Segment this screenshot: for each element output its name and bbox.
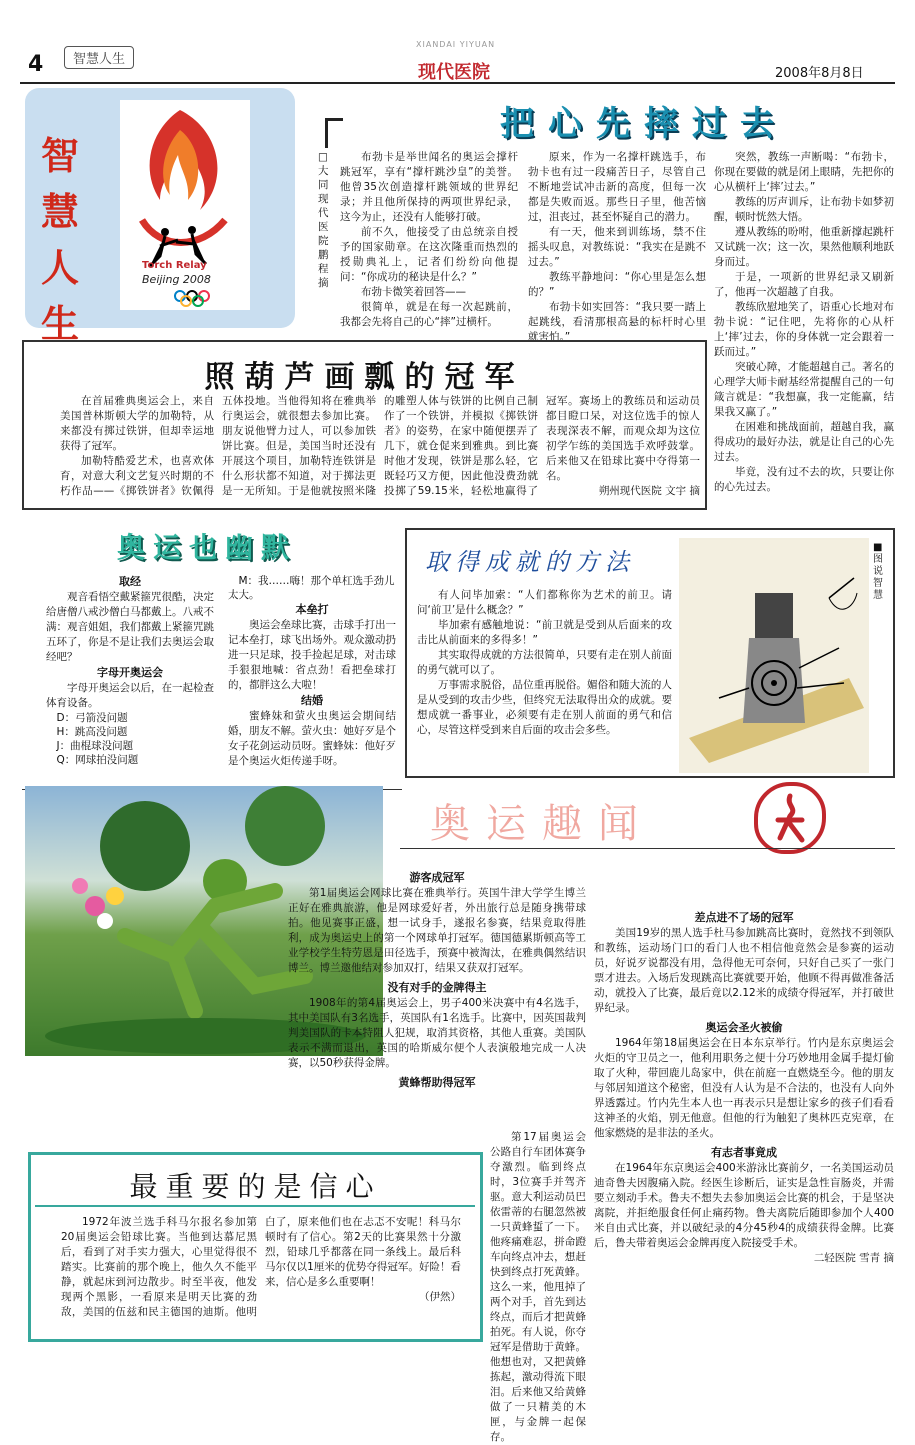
- heart-paragraph: 于是，一项新的世界纪录又刷新了，他再一次超越了自我。: [714, 271, 894, 298]
- page-number: 4: [28, 52, 44, 77]
- heart-col-2: [528, 150, 706, 343]
- confidence-rule: [35, 1205, 475, 1207]
- heart-paragraph: 教练的厉声训斥，让布勃卡如梦初醒，顿时恍然大悟。: [714, 196, 894, 223]
- confidence-body: [61, 1215, 461, 1337]
- method-illustration: [679, 538, 869, 773]
- fun-paragraph: 美国19岁的黑人选手杜马参加跳高比赛时，竟然找不到领队和教练，运动场门口的看门人也不相信他竟然会是参赛的运动员，好说歹说都没有用，急得他无可奈何，只好自己买了一张门票才进去。入场后发现跳高比赛就要开始，他顾不得再做准备活动，就投入了比赛，最后竟以2.12米的成绩夺得冠军，并打破世界纪录。: [594, 927, 894, 1014]
- olympic-rings-icon: [175, 291, 209, 306]
- method-paragraph: 有人问毕加索：“人们都称你为艺术的前卫。请问‘前卫’是什么概念？”: [417, 589, 672, 616]
- torch-relay-text: Torch Relay: [142, 260, 207, 271]
- gourd-box: [22, 340, 707, 510]
- heart-paragraph: 教练欣慰地笑了，语重心长地对布勃卡说：“记住吧，先将你的心从杆上‘摔’过去，你的身体就一定会跟着一跃而过。”: [714, 301, 894, 358]
- heart-paragraph: 毕竟，没有过不去的坎，只要让你的心先过去。: [714, 466, 894, 493]
- fun-col-2: [594, 862, 894, 1342]
- humor-title: 奥运也幽默: [117, 531, 298, 564]
- humor-body: [46, 574, 396, 784]
- humor-section: [22, 520, 402, 790]
- target-man-icon: [679, 538, 869, 773]
- sidebar-panel: [25, 88, 295, 346]
- method-paragraph: 万事需求脱俗，品位重再脱俗。媚俗和随大流的人是从受到的攻击少些，但终究无法取得出众的成就。要想成就一番事业，必须要有走在别人前面的勇气和信心，尽管这样受到来自后面的攻击会多些。: [417, 679, 672, 736]
- gourd-paragraph: 加勒特酷爱艺术，也喜欢体育，对意大利文艺复兴时期的不朽作品——《掷铁饼者》钦佩得五体投地。当他得知将在雅典举行奥运会，就很想去参加比赛。朋友说他臂力过人，可以参加铁饼比赛。但是，美国当时还没有开展这个项目，加勒特连铁饼是什么形状都不知道，对于掷法更是一无所知。于是他就按照米隆的雕塑人体与铁饼的比例自己制作了一个铁饼，并模拟《掷铁饼者》的姿势，在家中随便摆弄了几下，就仓促来到雅典。到比赛时他才发现，铁饼是那么轻，它既轻巧又方便，因此他没费劲就投掷了59.15米，轻松地赢得了冠军。赛场上的教练员和运动员都目瞪口呆，对这位选手的惊人表现深表不解，而观众却为这位初学乍练的美国选手欢呼鼓掌。后来他又在铅球比赛中夺得第一名。: [60, 395, 700, 497]
- method-title: 取得成就的方法: [425, 548, 635, 576]
- fun-paragraph: 第1届奥运会网球比赛在雅典举行。英国牛津大学学生博兰正好在雅典旅游，他是网球爱好者，外出旅行总是随身携带球拍。他见赛事正盛，想一试身手，遂报名参赛，结果竟取得胜利，成为奥运史上的第一个网球单打冠军。德国德累斯顿高等工业学校学生特劳恩是田径选手，预赛中被淘汰，在雅典偶然结识博兰。博兰邀他结对参加双打，结果又获双打冠军。: [288, 887, 586, 974]
- beijing-2008-text: Beijing 2008: [142, 273, 211, 286]
- beijing-emblem-icon: [754, 782, 826, 854]
- heart-paragraph: 前不久，他接受了由总统亲自授予的国家勋章。在这次隆重而热烈的授勋典礼上，记者们纷纷向他提问：“你成功的秘诀是什么？”: [340, 226, 518, 283]
- sidebar-title: 智慧人生: [40, 134, 79, 346]
- masthead: 现代医院: [418, 62, 490, 83]
- heart-paragraph: 遵从教练的吩咐，他重新撑起跳杆又试跳一次；这一次，果然他顺利地跃身而过。: [714, 226, 894, 268]
- fun-paragraph: 第17届奥运会公路自行车团体赛争夺激烈。临到终点时，3位赛手并驾齐驱。意大利运动员巴依雷蒂的右腿忽然被一只黄蜂蜇了一下。他疼痛难忍，拼命蹬车向终点冲去，想赶快到终点打死黄蜂。这么一来，他甩掉了两个对手，首先到达终点，而后才把黄蜂拍死。有人说，你夺冠军是借助于黄蜂。他想也对，又把黄蜂拣起，激动得流下眼泪。后来他又给黄蜂做了一只精美的木匣，与金牌一起保存。: [490, 1131, 586, 1443]
- fun-rule: [400, 848, 895, 849]
- fun-heading: 游客成冠军: [409, 871, 465, 884]
- fun-paragraph: 1908年的第4届奥运会上，男子400米决赛中有4名选手，其中美国队有3名选手，英国队有1名选手。比赛中，因英国裁判判美国队的卡本特阻人犯规，取消其资格，其他人重赛。美国队表示不满而退出，英国的哈斯威尔便个人表演般地完成一人决赛，以50秒获得金牌。: [288, 997, 586, 1069]
- joke-line: J：曲棍球没问题: [56, 740, 134, 752]
- method-box: [405, 528, 895, 778]
- heart-paragraph: 布勃卡微笑着回答——: [361, 286, 466, 298]
- issue-date: 2008年8月8日: [775, 66, 864, 81]
- heart-paragraph: 在困难和挑战面前，超越自我，赢得成功的最好办法，就是让自己的心先过去。: [714, 421, 894, 463]
- fun-heading: 有志者事竟成: [711, 1146, 777, 1159]
- heart-paragraph: 布勃卡如实回答：“我只要一踏上起跳线，看清那根高悬的标杆时心里就害怕。”: [528, 301, 706, 343]
- confidence-paragraph: 1972年波兰选手科马尔报名参加第20届奥运会铅球比赛。当他到达慕尼黑后，看到了对手实力强大，心里觉得很不踏实。比赛前的那个晚上，他久久不能平静，就起床到河边散步。时至半夜，他发现两个黑影，一看原来是明天比赛的劲敌，美国的伍兹和民主德国的迪斯。他明白了，原来他们也在忐忑不安呢！科马尔顿时有了信心。第2天的比赛果然十分激烈，铅球几乎都落在同一条线上。最后科马尔仅以1厘米的优势夺得冠军。好险！看来，信心是多么重要啊！: [61, 1216, 461, 1318]
- fun-col-1: [288, 870, 586, 1160]
- heart-corner: [325, 118, 343, 148]
- gourd-byline: 朔州现代医院 文宇 摘: [598, 485, 700, 497]
- gourd-body: [60, 394, 700, 502]
- heart-col-3: [714, 150, 894, 522]
- joke-text: 蜜蜂妹和萤火虫奥运会期间结婚，朋友不解。萤火虫：她好歹是个女子花剑运动员呀。蜜蜂妹：他好歹是个奥运火炬传递手呀。: [228, 710, 396, 767]
- confidence-box: [28, 1152, 483, 1342]
- masthead-pinyin: XIANDAI YIYUAN: [416, 40, 496, 49]
- joke-line: D：弓箭没问题: [56, 712, 128, 724]
- fun-paragraph: 在1964年东京奥运会400米游泳比赛前夕，一名美国运动员迪奇鲁夫因腹痛入院。经医生诊断后，证实是急性盲肠炎，并需要立刻动手术。鲁夫不想失去参加奥运会比赛的机会，于是坚决离院，并拒绝服食任何止痛药物。鲁夫离院后随即参加个人400米自由式比赛，并以破纪录的4分45秒4的成绩获得金牌。比赛后，鲁夫带着奥运会金牌再度入院接受手术。: [594, 1162, 894, 1249]
- heart-paragraph: 布勃卡是举世闻名的奥运会撑杆跳冠军，享有“撑杆跳沙皇”的美誉。他曾35次创造撑杆跳领域的世界纪录；并且他所保持的两项世界纪录，这今为止，还没有人能够打破。: [340, 151, 518, 223]
- joke-text: 观音看悟空戴紧箍咒很酷，决定给唐僧八戒沙僧白马都戴上。八戒不满：观音姐姐，我们都戴上紧箍咒跳五环了，你是不是让我们去奥运会取经吧？: [46, 591, 214, 663]
- fun-heading: 黄蜂帮助得冠军: [398, 1076, 476, 1089]
- heart-title: 把心先摔过去: [500, 104, 788, 144]
- fun-title: 奥运趣闻: [430, 801, 654, 847]
- joke-line: Q：网球拍没问题: [56, 754, 139, 766]
- heart-paragraph: 教练平静地问：“你心里是怎么想的？”: [528, 271, 706, 298]
- confidence-title: 最重要的是信心: [129, 1170, 382, 1203]
- joke-text: 奥运会垒球比赛，击球手打出一记本垒打，球飞出场外。观众激动扔进一只足球，投手捡起足球，对击球手狠狠地喊：省点劲！看把垒球打的，都胖这么大啦！: [228, 619, 396, 691]
- joke-heading: 字母开奥运会: [97, 666, 163, 679]
- joke-line: H：跳高没问题: [56, 726, 128, 738]
- fun-heading: 奥运会圣火被偷: [705, 1021, 783, 1034]
- gourd-title: 照葫芦画瓢的冠军: [204, 360, 525, 395]
- joke-text: 字母开奥运会以后，在一起检查体育设备。: [46, 682, 214, 709]
- method-paragraph: 毕加索有感触地说：“前卫就是受到从后面来的攻击比从前面来的多得多！”: [417, 619, 672, 646]
- heart-paragraph: 原来，作为一名撑杆跳选手，布勃卡也有过一段痛苦日子，尽管自己不断地尝试冲击新的高度，但每一次都是失败而返。那些日子里，他苦恼过，沮丧过，甚至怀疑自己的潜力。: [528, 151, 706, 223]
- confidence-byline: （伊然）: [419, 1291, 461, 1303]
- method-illus-label: ■图说智慧: [873, 542, 883, 601]
- fun-paragraph: 1964年第18届奥运会在日本东京举行。竹内是东京奥运会火炬的守卫员之一，他利用职务之便十分巧妙地用金属手提灯偷取了火种，带回鹿儿岛家中，供在前庭一直燃烧至今。他的朋友与邻居知道这个秘密，但没有人认为是不合法的，也没有人向外界透露过。竹内先生本人也一再表示只是想让家乡的孩子们看看这神圣的火焰，别无他意。但他的行为触犯了奥林匹克宪章，在他家燃烧的是非法的圣火。: [594, 1037, 894, 1139]
- heart-paragraph: 突然，教练一声断喝：“布勃卡，你现在要做的就是闭上眼睛，先把你的心从横杆上‘摔’过去。”: [714, 151, 894, 193]
- torch-relay-logo: [120, 100, 250, 310]
- heart-paragraph: 突破心障，才能超越自己。著名的心理学大师卡耐基经常提醒自己的一句箴言就是：“我想赢，我一定能赢，结果我又赢了。”: [714, 361, 894, 418]
- heart-paragraph: 有一天，他来到训练场，禁不住摇头叹息，对教练说：“我实在是跳不过去。”: [528, 226, 706, 268]
- joke-heading: 取经: [119, 575, 141, 588]
- heart-byline: □大同现代医院 鹏程 摘: [318, 151, 329, 289]
- joke-line: M：我……嗨！那个单杠选手劲儿太大。: [228, 575, 395, 601]
- fun-heading: 没有对手的金牌得主: [387, 981, 487, 994]
- section-tab: 智慧人生: [64, 46, 134, 69]
- fun-heading: 差点进不了场的冠军: [694, 911, 794, 924]
- method-paragraph: 其实取得成就的方法很简单，只要有走在别人前面的勇气就可以了。: [417, 649, 672, 676]
- joke-heading: 本垒打: [295, 603, 329, 616]
- heart-col-1: [340, 150, 518, 332]
- method-body: [417, 588, 672, 773]
- header-rule: [20, 82, 895, 84]
- gourd-paragraph: 在首届雅典奥运会上，来自美国普林斯顿大学的加勒特，从来都没有掷过铁饼，但却幸运地获得了冠军。: [60, 395, 214, 452]
- joke-heading: 结婚: [301, 694, 323, 707]
- fun-col-1-tail: [490, 1130, 586, 1443]
- heart-paragraph: 很简单，就是在每一次起跳前，我都会先将自己的心“摔”过横杆。: [340, 301, 518, 328]
- fun-byline: 二轻医院 雪青 摘: [813, 1252, 894, 1264]
